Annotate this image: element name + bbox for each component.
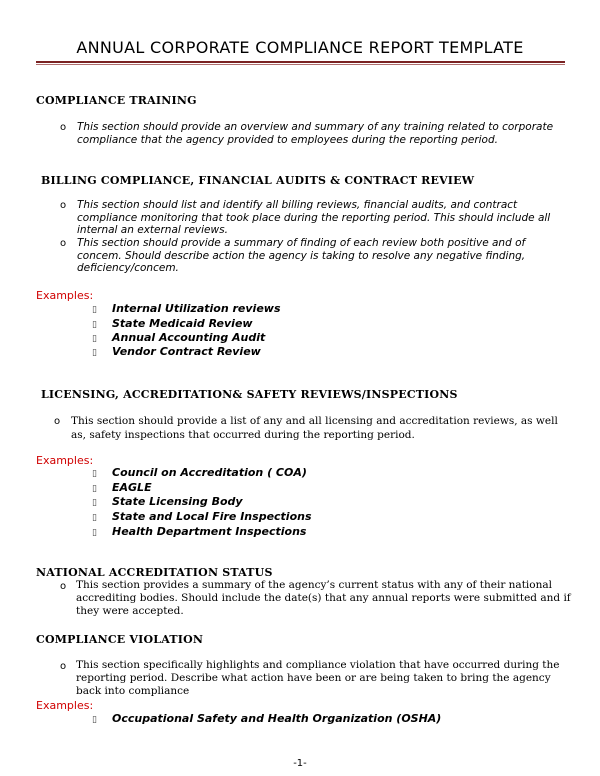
- document-title: ANNUAL CORPORATE COMPLIANCE REPORT TEMPLATE: [76, 38, 524, 57]
- bullet-marker: o: [60, 238, 67, 249]
- national-paragraph: This section provides a summary of the agency’s current status with any of their national accrediting bodies. Should include the date(s) that any annual reports were submitted and if they were accepted.: [76, 579, 571, 617]
- examples-label: Examples:: [36, 454, 94, 467]
- title-rule: [36, 61, 565, 63]
- bullet-square-icon: ▯: [92, 528, 97, 538]
- bullet-marker: o: [60, 200, 67, 211]
- bullet-square-icon: ▯: [92, 348, 97, 358]
- heading-billing-compliance: BILLING COMPLIANCE, FINANCIAL AUDITS & CONTRACT REVIEW: [41, 174, 475, 187]
- page-number: -1-: [293, 758, 307, 769]
- example-item: ▯ State and Local Fire Inspections: [92, 510, 312, 523]
- heading-licensing-accreditation: LICENSING, ACCREDITATION& SAFETY REVIEWS/INSPECTIONS: [41, 388, 458, 401]
- bullet-square-icon: ▯: [92, 715, 97, 725]
- bullet-square-icon: ▯: [92, 320, 97, 330]
- examples-label: Examples:: [36, 289, 94, 302]
- bullet-marker: o: [54, 416, 61, 427]
- heading-compliance-violation: COMPLIANCE VIOLATION: [36, 633, 204, 646]
- bullet-square-icon: ▯: [92, 305, 97, 315]
- example-item: ▯ Annual Accounting Audit: [92, 331, 266, 344]
- example-item: ▯ Internal Utilization reviews: [92, 302, 281, 315]
- bullet-square-icon: ▯: [92, 484, 97, 494]
- example-item: ▯ Health Department Inspections: [92, 525, 307, 538]
- title-rule-thin: [36, 64, 565, 65]
- example-item: ▯ EAGLE: [92, 481, 152, 494]
- heading-national-accreditation: NATIONAL ACCREDITATION STATUS: [36, 566, 273, 579]
- example-item: ▯ Council on Accreditation ( COA): [92, 466, 307, 479]
- bullet-square-icon: ▯: [92, 469, 97, 479]
- example-item: ▯ State Licensing Body: [92, 495, 243, 508]
- heading-compliance-training: COMPLIANCE TRAINING: [36, 94, 197, 107]
- bullet-marker: o: [60, 122, 67, 133]
- billing-paragraph-2: This section should provide a summary of finding of each review both positive and of concem. Should describe action the agency is taking to resolve any negative finding, deficiency/concem.: [77, 237, 526, 274]
- bullet-marker: o: [60, 581, 67, 592]
- billing-paragraph-1: This section should list and identify all billing reviews, financial audits, and contract compliance monitoring that took place during the reporting period. This should include all internal an external reviews.: [77, 199, 551, 236]
- bullet-square-icon: ▯: [92, 513, 97, 523]
- example-item: ▯ State Medicaid Review: [92, 317, 253, 330]
- bullet-square-icon: ▯: [92, 334, 97, 344]
- training-paragraph: This section should provide an overview and summary of any training related to corporate compliance that the agency provided to employees during the reporting period.: [77, 121, 554, 146]
- licensing-paragraph: This section should provide a list of any and all licensing and accreditation reviews, as well as, safety inspections that occurred during the reporting period.: [71, 415, 558, 441]
- example-item: ▯ Vendor Contract Review: [92, 345, 261, 358]
- bullet-square-icon: ▯: [92, 498, 97, 508]
- example-item: ▯ Occupational Safety and Health Organization (OSHA): [92, 712, 442, 725]
- bullet-marker: o: [60, 661, 67, 672]
- examples-label: Examples:: [36, 699, 94, 712]
- violation-paragraph: This section specifically highlights and compliance violation that have occurred during the reporting period. Describe what action have been or are being taken to bring the agency back into compliance: [76, 659, 560, 697]
